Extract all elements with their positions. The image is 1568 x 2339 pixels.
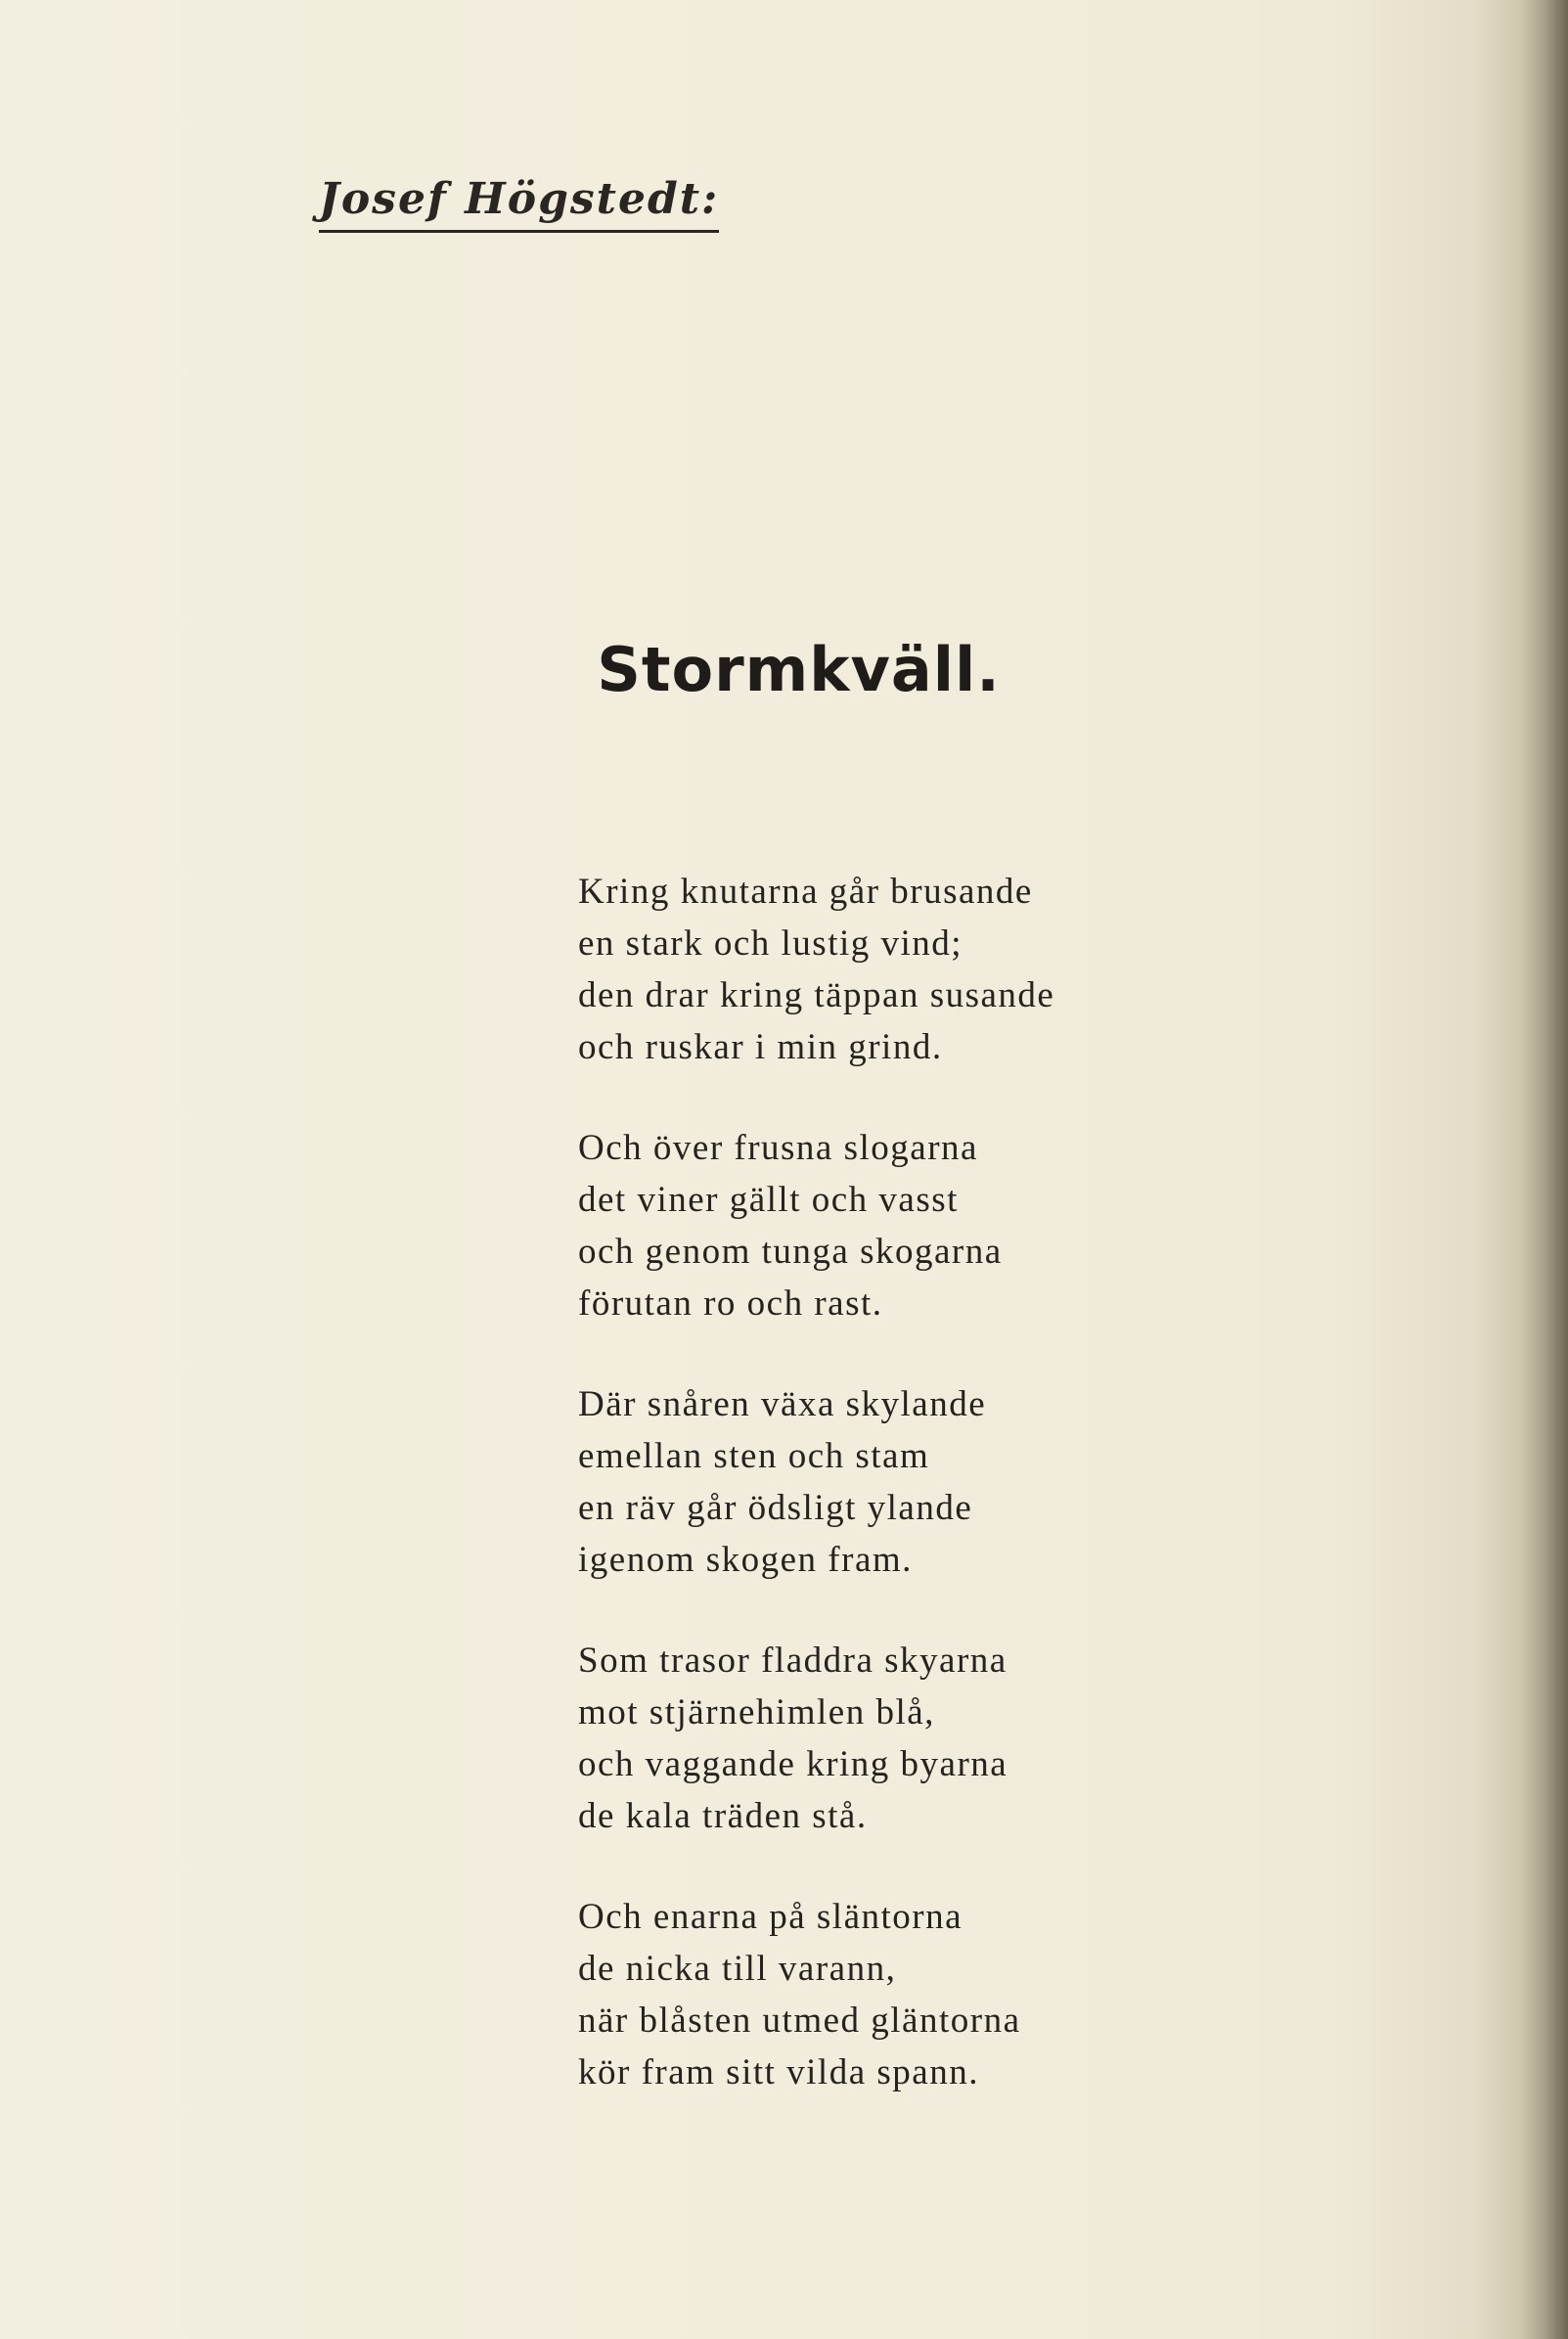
poem-line: när blåsten utmed gläntorna <box>578 2001 1021 2041</box>
stanza-1 <box>578 866 1263 1073</box>
poem-line: en räv går ödsligt ylande <box>578 1488 973 1528</box>
poem-title: Stormkväll. <box>597 634 1001 705</box>
poem-line: de kala träden stå. <box>578 1796 868 1836</box>
poem-line: Och över frusna slogarna <box>578 1128 978 1168</box>
stanza-5 <box>578 1891 1263 2098</box>
stanza-4 <box>578 1635 1263 1842</box>
poem-line: det viner gällt och vasst <box>578 1180 959 1220</box>
poem-line: emellan sten och stam <box>578 1436 930 1476</box>
poem-body <box>578 866 1263 2147</box>
poem-line: kör fram sitt vilda spann. <box>578 2052 979 2092</box>
poem-line: och vaggande kring byarna <box>578 1744 1008 1784</box>
poem-line: Kring knutarna går brusande <box>578 872 1033 912</box>
poem-line: och ruskar i min grind. <box>578 1027 943 1067</box>
poem-line: den drar kring täppan susande <box>578 975 1055 1015</box>
author-heading: Josef Högstedt: <box>319 174 719 233</box>
poem-line: igenom skogen fram. <box>578 1540 913 1580</box>
stanza-2 <box>578 1122 1263 1329</box>
poem-line: mot stjärnehimlen blå, <box>578 1692 935 1732</box>
poem-line: de nicka till varann, <box>578 1949 897 1989</box>
poem-line: Och enarna på släntorna <box>578 1897 963 1937</box>
poem-line: Där snåren växa skylande <box>578 1384 987 1424</box>
poem-line: en stark och lustig vind; <box>578 923 963 964</box>
poem-line: förutan ro och rast. <box>578 1283 883 1324</box>
poem-line: Som trasor fladdra skyarna <box>578 1641 1008 1681</box>
poem-line: och genom tunga skogarna <box>578 1232 1003 1272</box>
stanza-3 <box>578 1378 1263 1586</box>
